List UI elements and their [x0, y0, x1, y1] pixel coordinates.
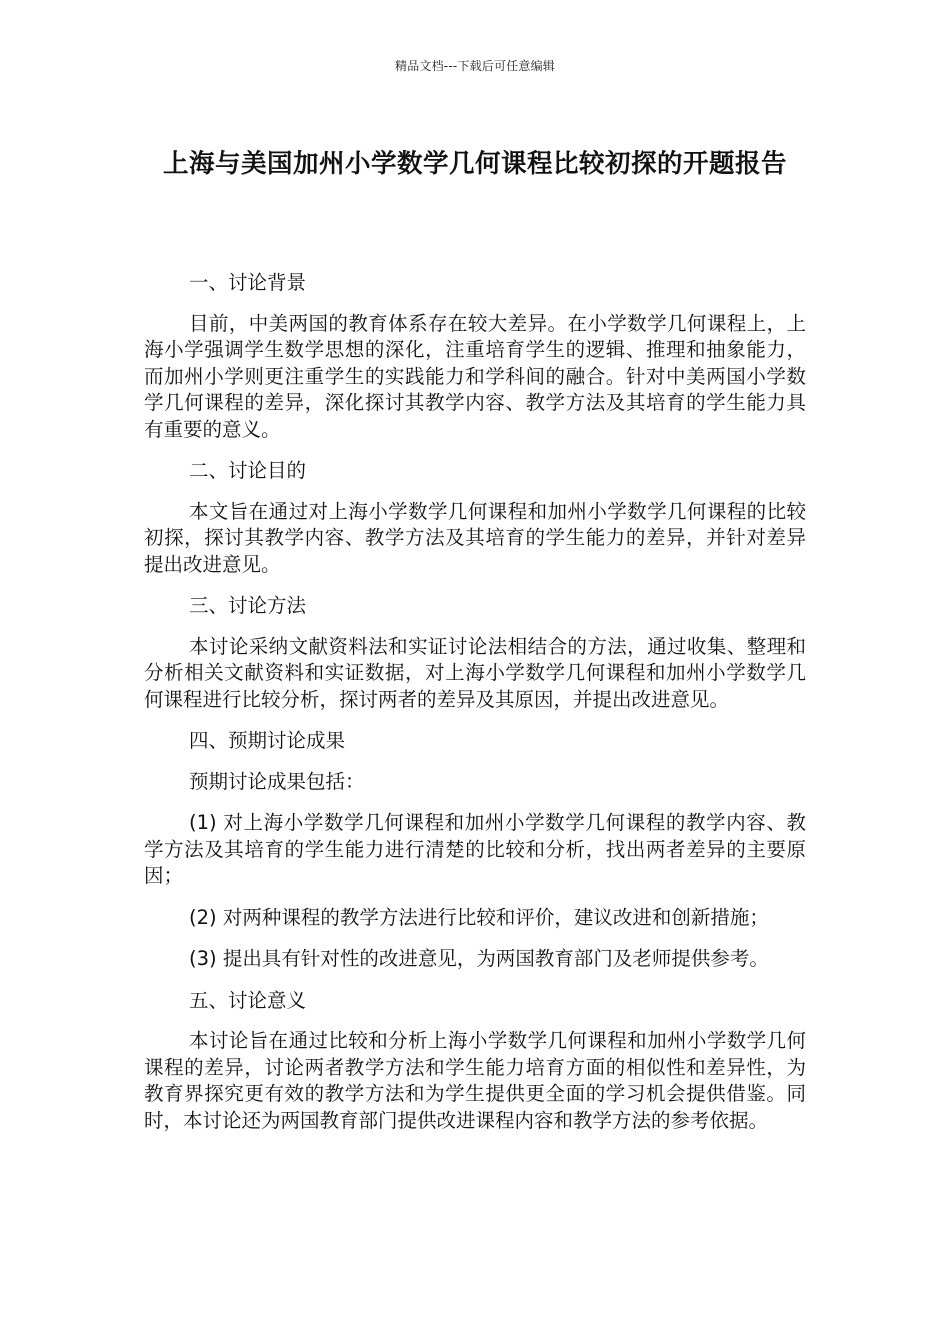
section-heading-outcomes: 四、预期讨论成果	[189, 729, 346, 752]
section-paragraph-method: 本讨论采纳文献资料法和实证讨论法相结合的方法，通过收集、整理和分析相关文献资料和实证数据，对上海小学数学几何课程和加州小学数学几何课程进行比较分析，探讨两者的差异及其原因，并提出改进意见。	[144, 634, 806, 711]
section-heading-background: 一、讨论背景	[189, 271, 307, 294]
section-heading-significance: 五、讨论意义	[189, 988, 307, 1012]
outcomes-item-3: (3) 提出具有针对性的改进意见，为两国教育部门及老师提供参考。	[189, 947, 769, 970]
section-paragraph-significance: 本讨论旨在通过比较和分析上海小学数学几何课程和加州小学数学几何课程的差异，讨论两者教学方法和学生能力培育方面的相似性和差异性，为教育界探究更有效的教学方法和为学生提供更全面的学习机会提供借鉴。同时，本讨论还为两国教育部门提供改进课程内容和教学方法的参考依据。	[144, 1029, 806, 1132]
document-body	[144, 270, 806, 1149]
outcomes-item-1: (1) 对上海小学数学几何课程和加州小学数学几何课程的教学内容、教学方法及其培育的学生能力进行清楚的比较和分析，找出两者差异的主要原因；	[144, 811, 806, 887]
section-paragraph-background: 目前，中美两国的教育体系存在较大差异。在小学数学几何课程上，上海小学强调学生数学思想的深化，注重培育学生的逻辑、推理和抽象能力，而加州小学则更注重学生的实践能力和学科间的融合。针对中美两国小学数学几何课程的差异，深化探讨其教学内容、教学方法及其培育的学生能力具有重要的意义。	[144, 311, 806, 441]
section-heading-method: 三、讨论方法	[189, 594, 307, 617]
section-paragraph-purpose: 本文旨在通过对上海小学数学几何课程和加州小学数学几何课程的比较初探，探讨其教学内容、教学方法及其培育的学生能力的差异，并针对差异提出改进意见。	[144, 499, 806, 576]
document-title: 上海与美国加州小学数学几何课程比较初探的开题报告	[162, 149, 787, 179]
section-heading-purpose: 二、讨论目的	[189, 459, 307, 482]
outcomes-intro: 预期讨论成果包括：	[189, 769, 365, 793]
header-note: 精品文档---下载后可任意编辑	[395, 59, 555, 73]
outcomes-item-2: (2) 对两种课程的教学方法进行比较和评价，建议改进和创新措施；	[189, 905, 769, 929]
